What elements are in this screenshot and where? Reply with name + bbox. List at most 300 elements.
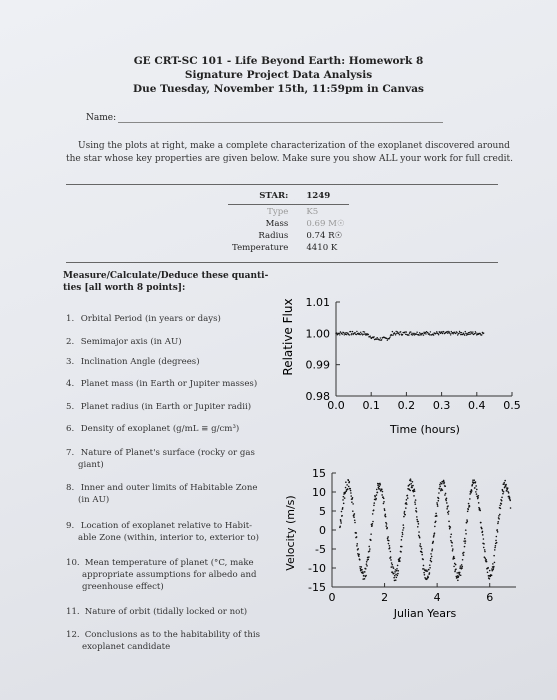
flux-data-point bbox=[423, 334, 424, 335]
velocity-data-point bbox=[467, 511, 469, 513]
star-temperature-value: 4410 K bbox=[306, 243, 338, 253]
velocity-data-point bbox=[396, 570, 398, 572]
velocity-data-point bbox=[461, 566, 463, 568]
velocity-data-point bbox=[340, 522, 342, 524]
velocity-data-point bbox=[414, 501, 416, 503]
velocity-data-point bbox=[342, 499, 344, 501]
velocity-data-point bbox=[487, 571, 489, 573]
velocity-y-tick-label: -5 bbox=[315, 543, 326, 556]
velocity-data-point bbox=[391, 562, 393, 564]
flux-data-point bbox=[413, 333, 414, 334]
flux-data-point bbox=[481, 334, 482, 335]
velocity-data-point bbox=[435, 521, 437, 523]
velocity-data-point bbox=[393, 573, 395, 575]
flux-data-point bbox=[466, 334, 467, 335]
question-2 bbox=[66, 336, 281, 348]
star-header-key: STAR: bbox=[259, 191, 289, 201]
velocity-data-point bbox=[392, 571, 394, 573]
velocity-data-point bbox=[468, 503, 470, 505]
flux-data-point bbox=[435, 332, 436, 333]
velocity-data-point bbox=[409, 484, 411, 486]
instructions-line-2: the star whose key properties are given below. Make sure you show ALL your work for full credit. bbox=[66, 154, 513, 164]
velocity-data-point bbox=[390, 559, 392, 561]
velocity-data-point bbox=[496, 542, 498, 544]
velocity-data-point bbox=[493, 555, 495, 557]
velocity-y-tick-label: 15 bbox=[312, 467, 326, 480]
velocity-data-point bbox=[503, 482, 505, 484]
velocity-data-point bbox=[383, 503, 385, 505]
flux-data-point bbox=[433, 334, 434, 335]
velocity-data-point bbox=[435, 513, 437, 515]
question-number: 12. bbox=[66, 630, 80, 640]
flux-data-point bbox=[447, 331, 448, 332]
velocity-data-point bbox=[465, 533, 467, 535]
velocity-data-point bbox=[351, 501, 353, 503]
velocity-data-point bbox=[501, 497, 503, 499]
flux-data-point bbox=[356, 334, 357, 335]
flux-data-point bbox=[389, 337, 390, 338]
flux-data-point bbox=[398, 333, 399, 334]
velocity-data-point bbox=[393, 567, 395, 569]
flux-data-point bbox=[399, 334, 400, 335]
flux-data-point bbox=[469, 332, 470, 333]
velocity-data-point bbox=[493, 566, 495, 568]
velocity-data-point bbox=[496, 529, 498, 531]
velocity-data-point bbox=[418, 523, 420, 525]
velocity-data-point bbox=[345, 491, 347, 493]
question-text: Nature of orbit (tidally locked or not) bbox=[84, 607, 248, 617]
velocity-data-point bbox=[470, 492, 472, 494]
velocity-data-point bbox=[345, 487, 347, 489]
homework-title: GE CRT-SC 101 - Life Beyond Earth: Homework 8 bbox=[133, 55, 424, 67]
velocity-data-point bbox=[505, 485, 507, 487]
velocity-data-point bbox=[346, 484, 348, 486]
velocity-data-point bbox=[476, 493, 478, 495]
velocity-data-point bbox=[401, 546, 403, 548]
velocity-data-point bbox=[504, 480, 506, 482]
velocity-data-point bbox=[443, 480, 445, 482]
flux-data-point bbox=[461, 332, 462, 333]
flux-data-point bbox=[406, 331, 407, 332]
velocity-data-point bbox=[454, 571, 456, 573]
flux-x-tick-label: 0.0 bbox=[327, 399, 345, 412]
velocity-data-point bbox=[345, 481, 347, 483]
question-10 bbox=[66, 557, 281, 593]
flux-data-point bbox=[446, 331, 447, 332]
velocity-data-point bbox=[431, 561, 433, 563]
velocity-data-point bbox=[453, 566, 455, 568]
velocity-data-point bbox=[353, 516, 355, 518]
star-type-key: Type bbox=[267, 207, 289, 217]
velocity-data-point bbox=[368, 546, 370, 548]
flux-data-point bbox=[395, 334, 396, 335]
velocity-data-point bbox=[483, 547, 485, 549]
velocity-data-point bbox=[432, 541, 434, 543]
flux-data-point bbox=[475, 332, 476, 333]
velocity-data-point bbox=[390, 551, 392, 553]
velocity-data-point bbox=[364, 578, 366, 580]
velocity-data-point bbox=[498, 518, 500, 520]
velocity-data-point bbox=[412, 485, 414, 487]
name-line[interactable] bbox=[118, 122, 443, 123]
flux-data-point bbox=[429, 334, 430, 335]
velocity-data-point bbox=[430, 558, 432, 560]
velocity-data-point bbox=[381, 494, 383, 496]
flux-y-tick-label: 0.99 bbox=[305, 358, 330, 372]
velocity-data-point bbox=[502, 493, 504, 495]
velocity-data-point bbox=[497, 531, 499, 533]
velocity-data-point bbox=[424, 574, 426, 576]
flux-data-point bbox=[453, 333, 454, 334]
velocity-data-point bbox=[455, 568, 457, 570]
velocity-data-point bbox=[418, 535, 420, 537]
velocity-x-tick-label: 6 bbox=[486, 591, 494, 604]
question-1 bbox=[66, 313, 281, 325]
velocity-data-point bbox=[355, 532, 357, 534]
flux-data-point bbox=[411, 333, 412, 334]
velocity-data-point bbox=[404, 514, 406, 516]
velocity-data-point bbox=[460, 565, 462, 567]
velocity-data-point bbox=[465, 529, 467, 531]
velocity-data-point bbox=[417, 526, 419, 528]
velocity-data-point bbox=[444, 485, 446, 487]
flux-y-tick-label: 1.00 bbox=[305, 327, 330, 341]
question-3 bbox=[66, 356, 281, 368]
velocity-data-point bbox=[469, 498, 471, 500]
velocity-data-point bbox=[365, 568, 367, 570]
flux-data-point bbox=[396, 333, 397, 334]
velocity-data-point bbox=[413, 495, 415, 497]
flux-data-point bbox=[363, 331, 364, 332]
question-number: 3. bbox=[66, 357, 75, 367]
velocity-data-point bbox=[438, 492, 440, 494]
velocity-data-point bbox=[399, 557, 401, 559]
flux-data-point bbox=[342, 333, 343, 334]
velocity-data-point bbox=[387, 536, 389, 538]
flux-data-point bbox=[427, 332, 428, 333]
velocity-data-point bbox=[403, 512, 405, 514]
velocity-data-point bbox=[500, 508, 502, 510]
velocity-data-point bbox=[382, 491, 384, 493]
flux-x-tick-label: 0.5 bbox=[503, 399, 521, 412]
velocity-data-point bbox=[473, 479, 475, 481]
velocity-data-point bbox=[343, 496, 345, 498]
velocity-data-point bbox=[414, 489, 416, 491]
question-number: 8. bbox=[66, 483, 75, 493]
velocity-data-point bbox=[498, 515, 500, 517]
velocity-data-point bbox=[385, 516, 387, 518]
velocity-data-point bbox=[356, 536, 358, 538]
velocity-data-point bbox=[462, 559, 464, 561]
velocity-data-point bbox=[374, 496, 376, 498]
question-number: 11. bbox=[66, 607, 80, 617]
flux-data-point bbox=[447, 332, 448, 333]
velocity-data-point bbox=[352, 503, 354, 505]
flux-data-point bbox=[345, 334, 346, 335]
velocity-data-point bbox=[375, 498, 377, 500]
velocity-data-point bbox=[496, 536, 498, 538]
flux-data-point bbox=[438, 334, 439, 335]
flux-data-point bbox=[339, 334, 340, 335]
velocity-data-point bbox=[476, 489, 478, 491]
velocity-data-point bbox=[459, 572, 461, 574]
star-properties-table bbox=[228, 190, 349, 254]
flux-data-point bbox=[351, 334, 352, 335]
velocity-data-point bbox=[419, 537, 421, 539]
velocity-data-point bbox=[450, 533, 452, 535]
velocity-data-point bbox=[363, 575, 365, 577]
velocity-data-point bbox=[475, 481, 477, 483]
flux-x-axis-label: Time (hours) bbox=[390, 423, 460, 436]
flux-data-point bbox=[483, 332, 484, 333]
velocity-data-point bbox=[494, 549, 496, 551]
velocity-data-point bbox=[443, 483, 445, 485]
velocity-x-axis-label: Julian Years bbox=[393, 607, 457, 620]
velocity-data-point bbox=[410, 483, 412, 485]
flux-data-point bbox=[422, 333, 423, 334]
velocity-data-point bbox=[417, 521, 419, 523]
velocity-data-point bbox=[354, 513, 356, 515]
velocity-data-point bbox=[361, 569, 363, 571]
velocity-data-point bbox=[486, 561, 488, 563]
question-text: Semimajor axis (in AU) bbox=[80, 337, 182, 347]
velocity-data-point bbox=[489, 578, 491, 580]
velocity-data-point bbox=[344, 497, 346, 499]
question-text-cont: exoplanet candidate bbox=[82, 642, 171, 652]
velocity-data-point bbox=[442, 489, 444, 491]
velocity-data-point bbox=[340, 520, 342, 522]
velocity-data-point bbox=[406, 499, 408, 501]
velocity-data-point bbox=[386, 527, 388, 529]
velocity-data-point bbox=[368, 556, 370, 558]
flux-data-point bbox=[420, 334, 421, 335]
questions-heading-line-1: Measure/Calculate/Deduce these quanti- bbox=[63, 271, 269, 281]
velocity-data-point bbox=[449, 528, 451, 530]
question-text: Inclination Angle (degrees) bbox=[80, 357, 200, 367]
velocity-data-point bbox=[457, 580, 459, 582]
velocity-data-point bbox=[467, 509, 469, 511]
velocity-data-point bbox=[416, 511, 418, 513]
velocity-data-point bbox=[376, 489, 378, 491]
velocity-data-point bbox=[352, 497, 354, 499]
flux-data-point bbox=[418, 335, 419, 336]
flux-data-point bbox=[410, 331, 411, 332]
star-radius-key: Radius bbox=[258, 231, 289, 241]
velocity-data-point bbox=[510, 507, 512, 509]
velocity-data-point bbox=[485, 559, 487, 561]
flux-data-point bbox=[472, 333, 473, 334]
velocity-data-point bbox=[478, 495, 480, 497]
velocity-data-point bbox=[452, 548, 454, 550]
velocity-data-point bbox=[453, 556, 455, 558]
velocity-data-point bbox=[501, 500, 503, 502]
flux-data-point bbox=[472, 331, 473, 332]
flux-data-point bbox=[474, 333, 475, 334]
velocity-data-point bbox=[356, 543, 358, 545]
question-text-cont: able Zone (within, interior to, exterior to) bbox=[78, 533, 259, 543]
velocity-data-point bbox=[385, 525, 387, 527]
velocity-data-point bbox=[509, 500, 511, 502]
flux-data-point bbox=[465, 331, 466, 332]
flux-data-point bbox=[455, 333, 456, 334]
velocity-data-point bbox=[400, 551, 402, 553]
velocity-data-point bbox=[404, 511, 406, 513]
velocity-data-point bbox=[477, 497, 479, 499]
velocity-data-point bbox=[445, 493, 447, 495]
velocity-data-point bbox=[394, 571, 396, 573]
question-5 bbox=[66, 401, 281, 413]
velocity-data-point bbox=[454, 557, 456, 559]
velocity-data-point bbox=[446, 502, 448, 504]
question-text: Planet mass (in Earth or Jupiter masses) bbox=[80, 379, 258, 389]
velocity-data-point bbox=[356, 545, 358, 547]
velocity-data-point bbox=[420, 543, 422, 545]
question-text-cont: (in AU) bbox=[78, 495, 110, 505]
velocity-data-point bbox=[443, 481, 445, 483]
velocity-data-point bbox=[430, 553, 432, 555]
velocity-data-point bbox=[437, 504, 439, 506]
questions-heading-line-2: ties [all worth 8 points]: bbox=[63, 283, 186, 293]
flux-data-point bbox=[344, 334, 345, 335]
velocity-data-point bbox=[495, 540, 497, 542]
flux-data-point bbox=[379, 339, 380, 340]
flux-data-point bbox=[370, 336, 371, 337]
velocity-y-tick-label: 5 bbox=[319, 505, 326, 518]
velocity-data-point bbox=[379, 484, 381, 486]
flux-data-point bbox=[346, 334, 347, 335]
flux-data-point bbox=[343, 332, 344, 333]
flux-data-point bbox=[338, 333, 339, 334]
velocity-data-point bbox=[383, 498, 385, 500]
flux-data-point bbox=[468, 334, 469, 335]
velocity-data-point bbox=[494, 562, 496, 564]
radial-velocity-chart bbox=[280, 465, 525, 625]
velocity-data-point bbox=[508, 492, 510, 494]
velocity-data-point bbox=[423, 572, 425, 574]
velocity-data-point bbox=[484, 551, 486, 553]
flux-data-point bbox=[364, 331, 365, 332]
flux-data-point bbox=[451, 331, 452, 332]
velocity-data-point bbox=[372, 523, 374, 525]
velocity-data-point bbox=[383, 501, 385, 503]
flux-data-point bbox=[425, 333, 426, 334]
flux-data-point bbox=[391, 335, 392, 336]
star-type-value: K5 bbox=[306, 207, 319, 217]
velocity-data-point bbox=[475, 485, 477, 487]
flux-data-point bbox=[477, 334, 478, 335]
question-11 bbox=[66, 606, 281, 618]
flux-x-tick-label: 0.1 bbox=[362, 399, 380, 412]
velocity-data-point bbox=[484, 557, 486, 559]
velocity-data-point bbox=[349, 488, 351, 490]
velocity-data-point bbox=[495, 545, 497, 547]
velocity-data-point bbox=[348, 486, 350, 488]
velocity-data-point bbox=[482, 531, 484, 533]
flux-data-point bbox=[408, 334, 409, 335]
flux-y-axis-label: Relative Flux bbox=[281, 298, 295, 376]
velocity-data-point bbox=[396, 575, 398, 577]
velocity-data-point bbox=[388, 540, 390, 542]
velocity-data-point bbox=[487, 567, 489, 569]
flux-data-point bbox=[467, 334, 468, 335]
velocity-data-point bbox=[499, 514, 501, 516]
velocity-data-point bbox=[366, 561, 368, 563]
flux-data-point bbox=[470, 333, 471, 334]
velocity-data-point bbox=[379, 483, 381, 485]
velocity-data-point bbox=[450, 540, 452, 542]
velocity-data-point bbox=[358, 554, 360, 556]
table-bottom-rule bbox=[66, 262, 498, 263]
velocity-data-point bbox=[407, 495, 409, 497]
question-6 bbox=[66, 423, 281, 435]
velocity-data-point bbox=[505, 484, 507, 486]
velocity-data-point bbox=[412, 481, 414, 483]
flux-x-tick-label: 0.2 bbox=[397, 399, 416, 412]
velocity-data-point bbox=[446, 508, 448, 510]
velocity-data-point bbox=[433, 535, 435, 537]
velocity-data-point bbox=[382, 496, 384, 498]
flux-data-point bbox=[404, 331, 405, 332]
velocity-data-point bbox=[381, 489, 383, 491]
velocity-data-point bbox=[448, 513, 450, 515]
velocity-data-point bbox=[365, 575, 367, 577]
flux-data-point bbox=[349, 334, 350, 335]
velocity-data-point bbox=[432, 548, 434, 550]
flux-data-point bbox=[436, 331, 437, 332]
flux-data-point bbox=[468, 332, 469, 333]
velocity-data-point bbox=[492, 569, 494, 571]
velocity-data-point bbox=[464, 538, 466, 540]
question-number: 7. bbox=[66, 448, 75, 458]
velocity-data-point bbox=[509, 497, 511, 499]
velocity-data-point bbox=[373, 502, 375, 504]
velocity-data-point bbox=[384, 508, 386, 510]
flux-data-point bbox=[459, 331, 460, 332]
question-4 bbox=[66, 378, 281, 390]
question-number: 2. bbox=[66, 337, 75, 347]
velocity-data-point bbox=[445, 500, 447, 502]
question-text-cont: giant) bbox=[78, 460, 104, 470]
velocity-data-point bbox=[452, 550, 454, 552]
flux-data-point bbox=[456, 332, 457, 333]
flux-data-point bbox=[475, 331, 476, 332]
velocity-data-point bbox=[497, 523, 499, 525]
velocity-data-point bbox=[472, 484, 474, 486]
velocity-data-point bbox=[385, 514, 387, 516]
velocity-x-tick-label: 2 bbox=[381, 591, 389, 604]
flux-data-point bbox=[400, 331, 401, 332]
velocity-data-point bbox=[390, 556, 392, 558]
velocity-data-point bbox=[439, 488, 441, 490]
velocity-data-point bbox=[409, 490, 411, 492]
velocity-data-point bbox=[373, 509, 375, 511]
velocity-data-point bbox=[492, 563, 494, 565]
velocity-data-point bbox=[348, 480, 350, 482]
flux-data-point bbox=[430, 331, 431, 332]
flux-x-tick-label: 0.4 bbox=[468, 399, 486, 412]
velocity-data-point bbox=[484, 549, 486, 551]
flux-data-point bbox=[443, 331, 444, 332]
velocity-data-point bbox=[366, 563, 368, 565]
flux-data-point bbox=[411, 334, 412, 335]
question-text: Nature of Planet's surface (rocky or gas bbox=[80, 448, 255, 458]
velocity-data-point bbox=[420, 546, 422, 548]
velocity-data-point bbox=[354, 522, 356, 524]
velocity-data-point bbox=[427, 577, 429, 579]
velocity-data-point bbox=[358, 555, 360, 557]
velocity-data-point bbox=[373, 505, 375, 507]
velocity-x-tick-label: 4 bbox=[433, 591, 441, 604]
